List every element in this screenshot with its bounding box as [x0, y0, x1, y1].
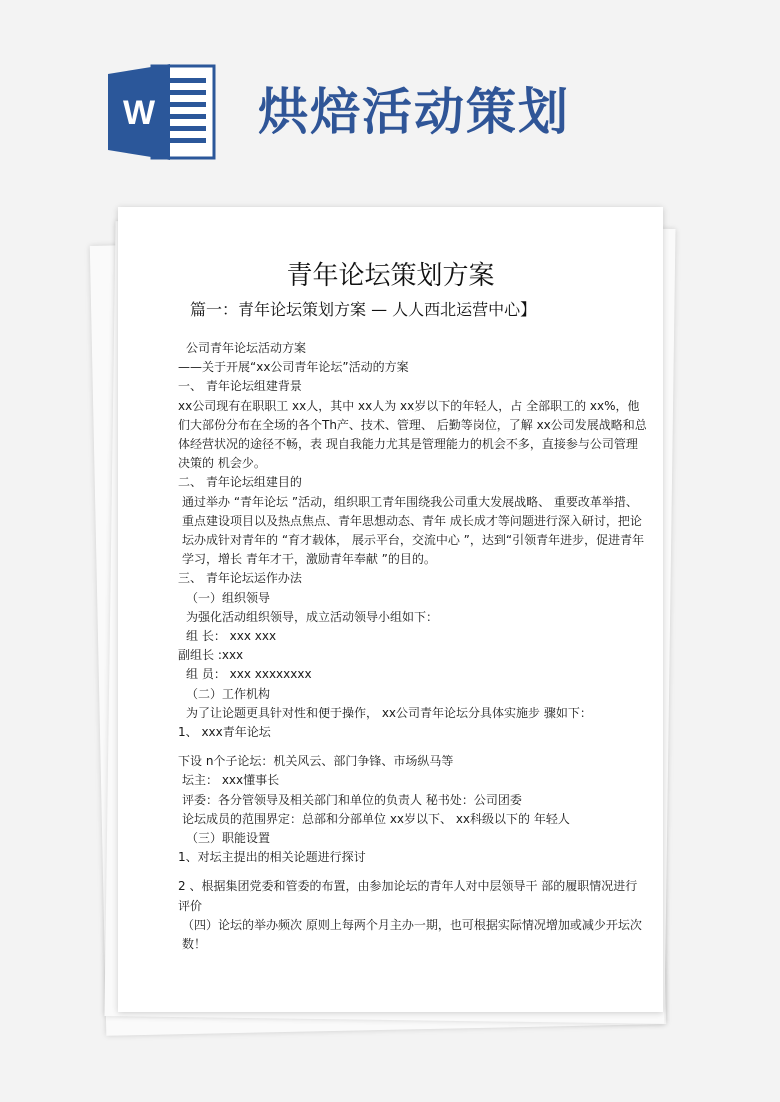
doc-subheading-functions: （三）职能设置 [186, 831, 271, 846]
doc-subheading-work-structure: （二）工作机构 [186, 686, 271, 701]
doc-line-leader: 组 长： xxx xxx [186, 629, 277, 644]
doc-paragraph-purpose: 通过举办 “青年论坛 ”活动，组织职工青年围绕我公司重大发展战略、 重要改革举措、重点建设项目以及热点焦点、青年思想动态、青年 成长成才等问题进行深入研讨，把论坛办成针对青年的 “育才载体， 展示平台，交流中心 ”，达到“引领青年进步，促进青年学习，增长 青年才干，激励青年奉献 ”的目的。 [182, 494, 645, 567]
doc-paragraph-background: xx公司现有在职职工 xx人，其中 xx人为 xx岁以下的年轻人，占 全部职工的 xx%，他们大部份分布在全场的各个Th产、技术、管理、 后勤等岗位，了解 xx公司发展战略和总体经营状况的途径不畅，表 现自我能力尤其是管理能力的机会不多，直接参与公司管理决策的 机会少。 [178, 398, 647, 471]
doc-line-function-1: 1、对坛主提出的相关论题进行探讨 [178, 850, 366, 865]
doc-line-forum-1: 1、 xxx青年论坛 [178, 725, 271, 740]
document-body [178, 339, 648, 954]
doc-line-function-2: 2 、根据集团党委和管委的布置，由参加论坛的青年人对中层领导干 部的履职情况进行评价 [178, 879, 638, 913]
doc-heading-background: 一、 青年论坛组建背景 [178, 379, 302, 394]
banner-title: 烘焙活动策划 [258, 83, 570, 141]
word-logo-letter: W [122, 94, 156, 132]
word-document-icon [108, 62, 216, 162]
doc-line-forum-host: 坛主： xxx懂事长 [182, 773, 280, 788]
banner-header [0, 0, 780, 195]
doc-heading-purpose: 二、 青年论坛组建目的 [178, 475, 302, 490]
doc-line-deputy-leader: 副组长 :xxx [178, 648, 244, 663]
document-page [118, 207, 663, 1012]
doc-line-member-scope: 论坛成员的范围界定：总部和分部单位 xx岁以下、 xx科级以下的 年轻人 [182, 811, 570, 826]
document-title: 青年论坛策划方案 [286, 261, 495, 291]
doc-line-plan-about: ——关于开展“xx公司青年论坛”活动的方案 [178, 360, 409, 375]
doc-line-leadership-group: 为强化活动组织领导，成立活动领导小组如下： [186, 609, 439, 624]
doc-line-judges: 评委：各分管领导及相关部门和单位的负责人 秘书处：公司团委 [182, 792, 522, 807]
doc-line-members: 组 员： xxx xxxxxxxx [186, 667, 312, 682]
doc-line-sub-forums: 下设 n个子论坛：机关风云、部门争锋、市场纵马等 [178, 754, 454, 769]
document-subtitle: 篇一：青年论坛策划方案 — 人人西北运营中心】 [190, 300, 537, 319]
doc-line-implementation: 为了让论题更具针对性和便于操作， xx公司青年论坛分具体实施步 骤如下： [186, 705, 592, 720]
doc-line-plan-name: 公司青年论坛活动方案 [186, 341, 307, 355]
doc-line-frequency: （四）论坛的举办频次 原则上每两个月主办一期，也可根据实际情况增加或减少开坛次数！ [182, 917, 642, 952]
doc-heading-operation: 三、 青年论坛运作办法 [178, 571, 302, 586]
doc-subheading-organization: （一）组织领导 [186, 590, 271, 605]
